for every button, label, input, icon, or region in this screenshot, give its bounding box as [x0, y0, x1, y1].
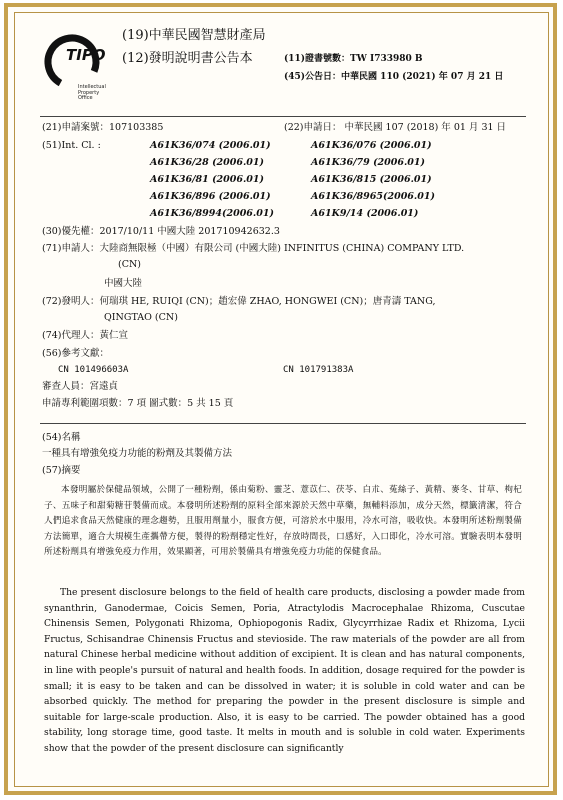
- application-number: (21)申請案號：107103385: [42, 122, 164, 133]
- divider: [40, 116, 526, 117]
- divider: [40, 423, 526, 424]
- ipc-code: A61K36/81 (2006.01): [150, 174, 265, 185]
- ipc-code: A61K36/79 (2006.01): [311, 157, 426, 168]
- examiner: 審查人員：宮遠貞: [42, 381, 119, 392]
- applicant: (71)申請人：大陸商無限極（中國）有限公司 (中國大陸) INFINITUS (CHINA) COMPANY LTD.: [42, 243, 465, 254]
- abstract-label: (57)摘要: [42, 465, 81, 476]
- office-name: (19)中華民國智慧財產局: [122, 28, 266, 43]
- ipc-code: A61K36/076 (2006.01): [311, 140, 432, 151]
- title-label: (54)名稱: [42, 432, 81, 443]
- agent: (74)代理人：黃仁宣: [42, 330, 129, 341]
- priority: (30)優先權：2017/10/11 中國大陸 201710942632.3: [42, 226, 280, 237]
- logo-caption: Intellectual Property Office: [78, 84, 106, 101]
- inventors-cont: QINGTAO (CN): [104, 312, 178, 323]
- announcement-date: (45)公告日：中華民國 110 (2021) 年 07 月 21 日: [284, 72, 504, 82]
- ipc-code: A61K36/074 (2006.01): [150, 140, 271, 151]
- claims-summary: 申請專利範圍項數：7 項 圖式數：5 共 15 頁: [42, 398, 234, 409]
- ipc-code: A61K36/8994(2006.01): [150, 208, 274, 219]
- reference-1: CN 101496603A: [58, 365, 129, 375]
- certificate-number: (11)證書號數：TW I733980 B: [284, 54, 423, 64]
- logo-mark: TIPO: [66, 46, 106, 64]
- applicant-country: 中國大陸: [104, 278, 143, 289]
- inventors: (72)發明人：何瑞琪 HE, RUIQI (CN)；趙宏偉 ZHAO, HONGWEI (CN)；唐青濤 TANG,: [42, 296, 436, 307]
- abstract-english: The present disclosure belongs to the field of health care products, disclosing a powder made from synanthrin, Ganodermae, Coicis Semen, Poria, Atractylodis Macrocephalae Rhizoma, Cuscutae Chinensis Semen, Polygonati Rhizoma, Ophiopogonis Radix, Glycyrrhizae Radix et Rhizoma, Lycii Fructus, Schisandrae Chinensis Fructus and stevioside. The raw materials of the powder are all from natural Chinese herbal medicine without addition of excipient. It is clean and has natural components, in line with people's pursuit of natural and health foods. In addition, dosage required for the powder is small; it is easy to be taken and can be dissolved in water; it is soluble in cold water and can be absorbed quickly. The method for preparing the powder in the present disclosure is simple and suitable for large-scale production. Also, it is easy to be carried. The powder obtained has a good stability, long storage time, good taste. It melts in mouth and is soluble in cold water. Experiments show that the powder of the present disclosure can significantly: [44, 587, 525, 754]
- ipc-code: A61K36/28 (2006.01): [150, 157, 265, 168]
- ipc-code: A61K9/14 (2006.01): [311, 208, 419, 219]
- reference-2: CN 101791383A: [283, 365, 354, 375]
- ipc-code: A61K36/8965(2006.01): [311, 191, 435, 202]
- ipc-code: A61K36/815 (2006.01): [311, 174, 432, 185]
- applicant-country-code: (CN): [118, 259, 141, 270]
- application-date: (22)申請日： 中華民國 107 (2018) 年 01 月 31 日: [284, 122, 507, 133]
- invention-title: 一種具有增強免疫力功能的粉劑及其製備方法: [42, 448, 233, 459]
- intcl-label: (51)Int. Cl. :: [42, 140, 101, 151]
- publication-type: (12)發明說明書公告本: [122, 51, 253, 66]
- ipc-code: A61K36/896 (2006.01): [150, 191, 271, 202]
- references-label: (56)參考文獻：: [42, 348, 110, 359]
- abstract-chinese: 本發明屬於保健品領域，公開了一種粉劑，係由菊粉、靈芝、薏苡仁、茯苓、白朮、菟絲子、黃精、麥冬、甘草、枸杞子、五味子和甜菊糖苷製備而成。本發明所述粉劑的原料全部來源於天然中草藥，無輔料添加，成分天然，標籤清潔，符合人們追求食品天然健康的理念趨勢，且服用劑量小，服食方便，可溶於水中服用，冷水可溶，吸收快。本發明所述粉劑製備方法簡單，適合大規模生產攜帶方便，製得的粉劑穩定性好，存放時間長，口感好，入口即化，冷水可溶。實驗表明本發明所述粉劑具有增強免疫力作用，效果顯著，可用於製備具有增強免疫力功能的保健食品。: [44, 485, 522, 557]
